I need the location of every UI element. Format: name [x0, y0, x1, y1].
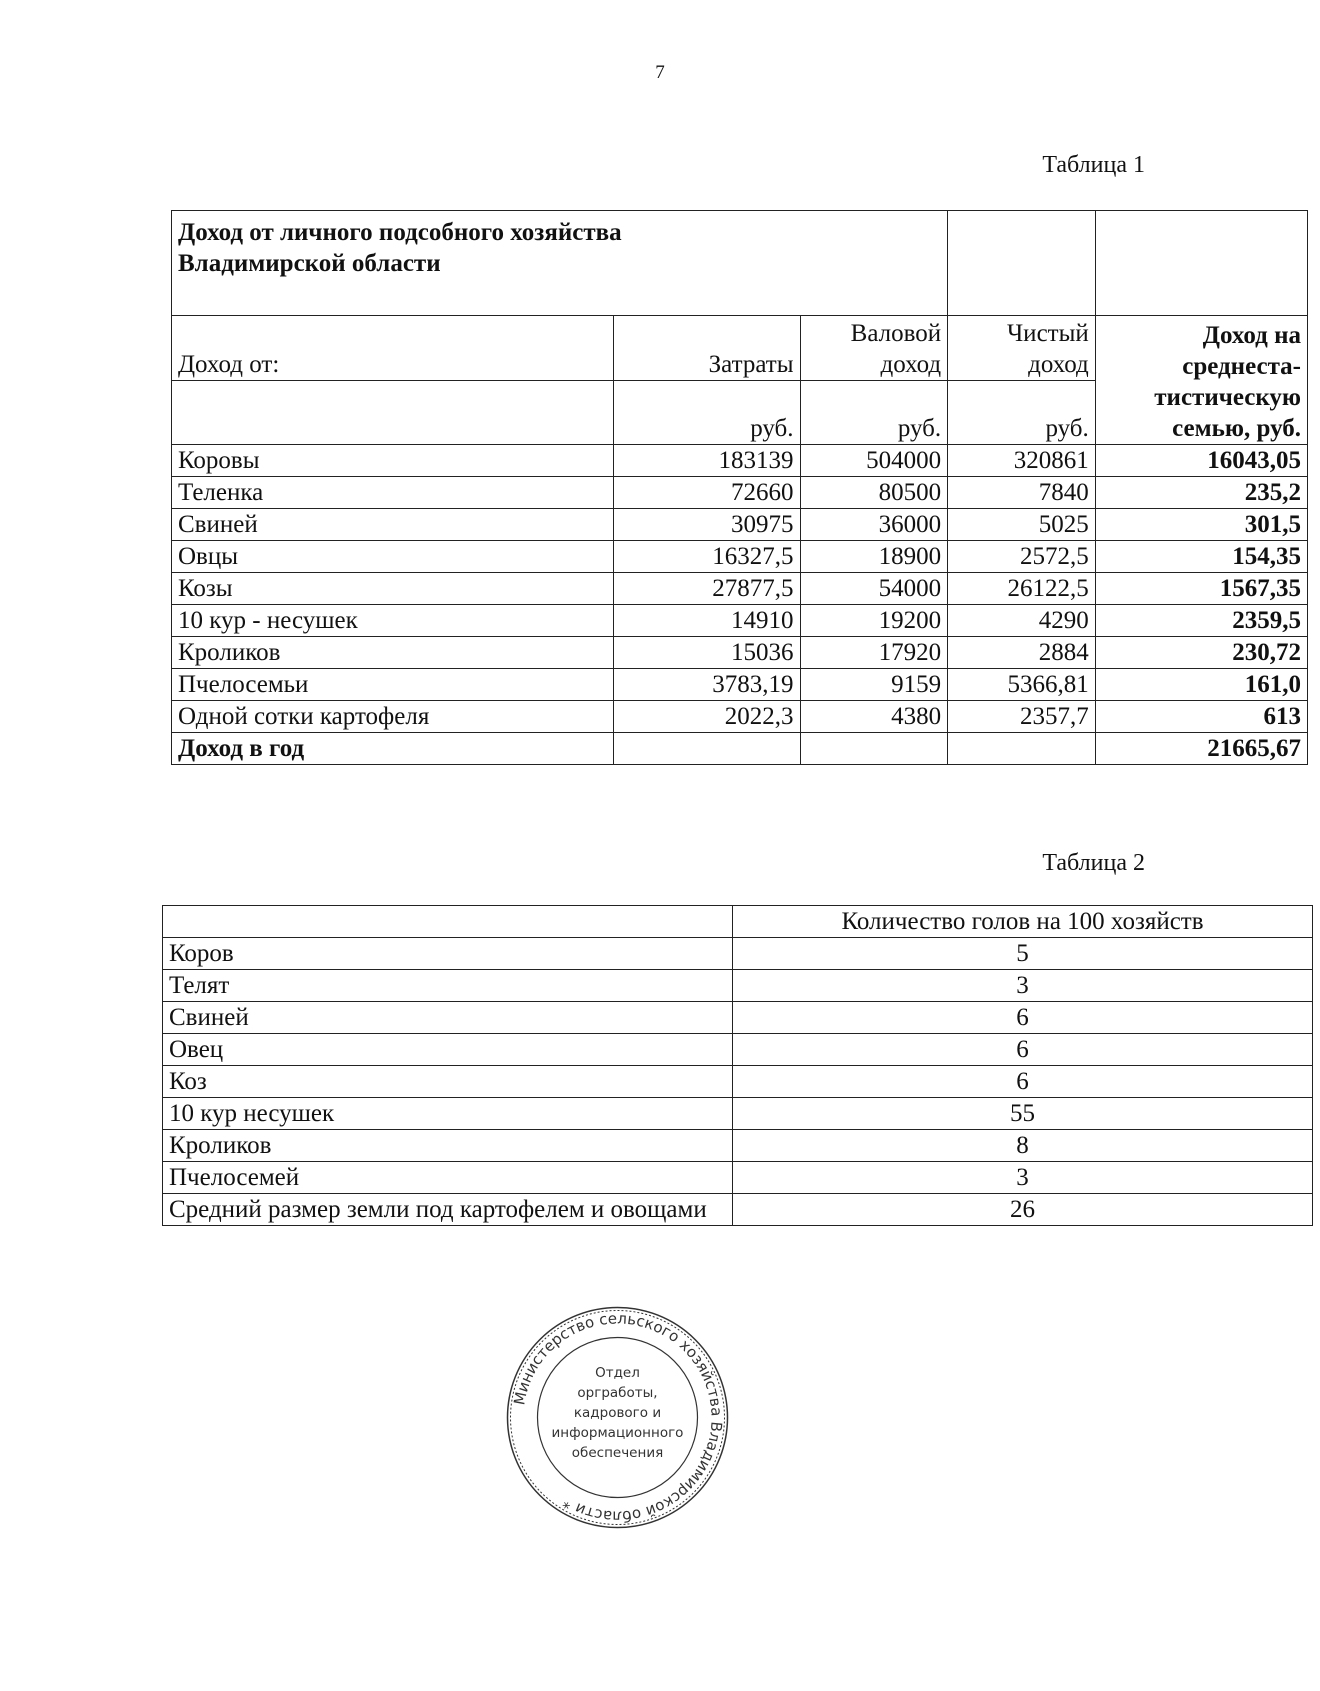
header-name: Доход от: [172, 316, 614, 381]
row-gross: 19200 [800, 605, 948, 637]
row-income: 2359,5 [1095, 605, 1307, 637]
row-name: Пчелосемьи [172, 669, 614, 701]
unit-net: руб. [948, 380, 1096, 445]
table-row [172, 573, 1308, 605]
row-value: 3 [733, 970, 1313, 1002]
row-name: Коровы [172, 445, 614, 477]
row-net: 7840 [948, 477, 1096, 509]
row-costs: 27877,5 [613, 573, 800, 605]
table-row [172, 637, 1308, 669]
table2-body [163, 938, 1313, 1226]
row-name: Свиней [172, 509, 614, 541]
table-row [163, 938, 1313, 970]
row-net: 2572,5 [948, 541, 1096, 573]
row-name: Кроликов [163, 1130, 733, 1162]
row-name: Козы [172, 573, 614, 605]
row-net: 2884 [948, 637, 1096, 669]
row-income: 301,5 [1095, 509, 1307, 541]
row-gross: 4380 [800, 701, 948, 733]
table-row [172, 477, 1308, 509]
table-row [172, 701, 1308, 733]
row-costs: 30975 [613, 509, 800, 541]
header-income: Доход на среднеста- тистическую семью, руб. [1095, 316, 1307, 445]
row-name: Теленка [172, 477, 614, 509]
svg-text:кадрового и: кадрового и [573, 1405, 662, 1421]
row-name: Кроликов [172, 637, 614, 669]
row-name: Свиней [163, 1002, 733, 1034]
row-name: Пчелосемей [163, 1162, 733, 1194]
empty-cell [1095, 211, 1307, 316]
header-net: Чистый доход [948, 316, 1096, 381]
header-costs: Затраты [613, 316, 800, 381]
table-row [172, 541, 1308, 573]
row-income: 230,72 [1095, 637, 1307, 669]
row-value: 6 [733, 1034, 1313, 1066]
row-gross: 36000 [800, 509, 948, 541]
empty-cell [172, 380, 614, 445]
total-income: 21665,67 [1095, 733, 1307, 765]
row-value: 5 [733, 938, 1313, 970]
row-net: 5366,81 [948, 669, 1096, 701]
table-row [163, 1162, 1313, 1194]
row-net: 4290 [948, 605, 1096, 637]
row-name: 10 кур несушек [163, 1098, 733, 1130]
official-stamp [505, 1305, 730, 1530]
row-value: 6 [733, 1002, 1313, 1034]
row-costs: 72660 [613, 477, 800, 509]
row-name: Средний размер земли под картофелем и овощами [163, 1194, 733, 1226]
svg-text:оргработы,: оргработы, [577, 1385, 658, 1401]
row-net: 26122,5 [948, 573, 1096, 605]
table2-header-row [163, 906, 1313, 938]
row-gross: 17920 [800, 637, 948, 669]
svg-text:информационного: информационного [551, 1425, 684, 1441]
empty-cell [613, 733, 800, 765]
table-row [163, 1130, 1313, 1162]
row-value: 6 [733, 1066, 1313, 1098]
page-number: 7 [655, 62, 665, 83]
row-costs: 2022,3 [613, 701, 800, 733]
table2-header: Количество голов на 100 хозяйств [733, 906, 1313, 938]
unit-gross: руб. [800, 380, 948, 445]
row-value: 8 [733, 1130, 1313, 1162]
table1-body [172, 445, 1308, 733]
empty-cell [948, 733, 1096, 765]
income-table [171, 210, 1308, 765]
row-gross: 504000 [800, 445, 948, 477]
row-name: Овцы [172, 541, 614, 573]
stamp-ring-text: Министерство сельского хозяйства Владимирской области * [510, 1309, 726, 1526]
row-income: 613 [1095, 701, 1307, 733]
table-row [163, 1034, 1313, 1066]
table-row [163, 1002, 1313, 1034]
row-costs: 14910 [613, 605, 800, 637]
row-income: 161,0 [1095, 669, 1307, 701]
table-row [163, 1066, 1313, 1098]
table-row [172, 509, 1308, 541]
svg-text:Отдел: Отдел [595, 1365, 640, 1381]
table1-title: Доход от личного подсобного хозяйства Владимирской области [172, 211, 948, 316]
row-costs: 3783,19 [613, 669, 800, 701]
row-gross: 80500 [800, 477, 948, 509]
table-row [163, 1098, 1313, 1130]
total-label: Доход в год [172, 733, 614, 765]
row-net: 5025 [948, 509, 1096, 541]
row-name: Одной сотки картофеля [172, 701, 614, 733]
table1-title-row [172, 211, 1308, 316]
row-gross: 18900 [800, 541, 948, 573]
unit-costs: руб. [613, 380, 800, 445]
row-costs: 16327,5 [613, 541, 800, 573]
empty-cell [163, 906, 733, 938]
empty-cell [800, 733, 948, 765]
table-row [163, 970, 1313, 1002]
row-name: 10 кур - несушек [172, 605, 614, 637]
row-income: 1567,35 [1095, 573, 1307, 605]
header-gross: Валовой доход [800, 316, 948, 381]
row-value: 55 [733, 1098, 1313, 1130]
table-row [172, 605, 1308, 637]
table1-caption: Таблица 1 [1042, 152, 1145, 178]
row-income: 16043,05 [1095, 445, 1307, 477]
row-gross: 9159 [800, 669, 948, 701]
table1-header-row [172, 316, 1308, 381]
svg-text:обеспечения: обеспечения [571, 1445, 664, 1461]
table-row [172, 669, 1308, 701]
row-name: Коз [163, 1066, 733, 1098]
stamp-center-text [552, 1365, 684, 1461]
table-row [163, 1194, 1313, 1226]
row-gross: 54000 [800, 573, 948, 605]
row-income: 154,35 [1095, 541, 1307, 573]
row-name: Овец [163, 1034, 733, 1066]
row-name: Телят [163, 970, 733, 1002]
row-income: 235,2 [1095, 477, 1307, 509]
row-value: 26 [733, 1194, 1313, 1226]
row-net: 2357,7 [948, 701, 1096, 733]
table-row [172, 445, 1308, 477]
table1-total-row [172, 733, 1308, 765]
empty-cell [948, 211, 1096, 316]
row-costs: 15036 [613, 637, 800, 669]
livestock-table [162, 905, 1313, 1226]
table2-caption: Таблица 2 [1042, 850, 1145, 876]
row-name: Коров [163, 938, 733, 970]
row-costs: 183139 [613, 445, 800, 477]
row-value: 3 [733, 1162, 1313, 1194]
row-net: 320861 [948, 445, 1096, 477]
